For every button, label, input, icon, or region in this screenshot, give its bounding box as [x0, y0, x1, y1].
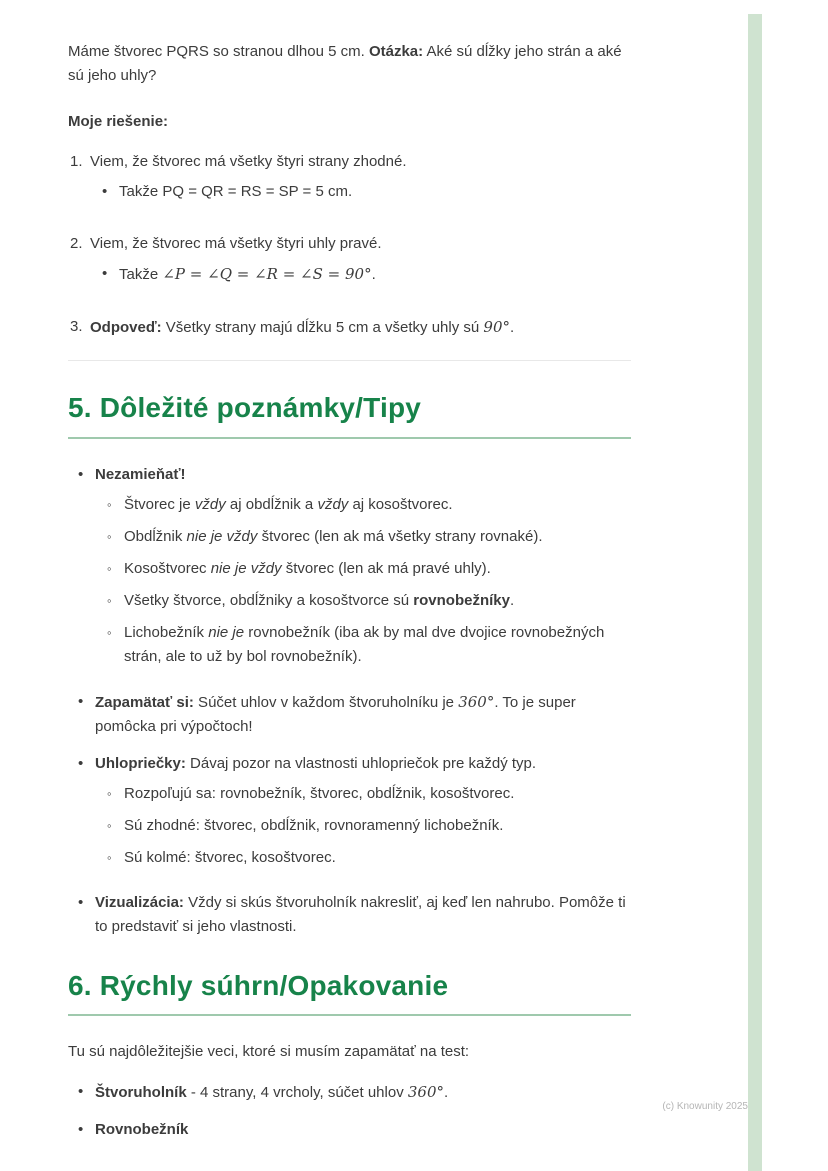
text-segment: Máme štvorec PQRS so stranou dlhou 5 cm.	[68, 43, 369, 60]
text-segment: rovnobežníky	[413, 591, 510, 609]
substep-text	[119, 262, 376, 287]
text-segment: .	[509, 591, 515, 609]
text-segment: Vždy si skús štvoruholník nakresliť, aj keď len nahrubo. Pomôže ti to predstaviť si jeho vlastnosti.	[95, 893, 626, 935]
subnote-text	[124, 782, 514, 806]
subnote-text	[124, 621, 631, 669]
text-segment: Kosoštvorec	[124, 559, 211, 577]
text-segment: vždy	[317, 495, 349, 513]
text-segment: Viem, že štvorec má všetky štyri strany zhodné.	[90, 153, 407, 170]
subnote-text	[124, 589, 514, 613]
bullet-icon: •	[78, 893, 84, 911]
text-segment: - 4 strany, 4 vrcholy, súčet uhlov	[186, 1084, 408, 1102]
substep-text	[119, 180, 352, 204]
section-6-heading: 6. Rýchly súhrn/Opakovanie	[68, 969, 449, 1001]
text-segment: Všetky štvorce, obdĺžniky a kosoštvorce sú	[124, 591, 414, 609]
text-segment: Štvorec je	[124, 495, 195, 513]
text-segment: aj kosoštvorec.	[348, 495, 453, 513]
list-item	[78, 1080, 631, 1105]
list-item	[107, 589, 631, 613]
text-segment: Uhlopriečky:	[95, 754, 186, 772]
circle-bullet-icon: ◦	[107, 849, 112, 865]
bullet-icon: •	[102, 183, 108, 200]
text-segment: Otázka:	[368, 43, 424, 60]
text-segment: Viem, že štvorec má všetky štyri uhly pravé.	[90, 235, 382, 252]
circle-bullet-icon: ◦	[107, 528, 112, 544]
text-segment: rovnobežník (iba ak by mal dve dvojice rovnobežných strán, ale to už by bol rovnobežník).	[124, 623, 605, 665]
list-item	[70, 150, 631, 212]
bullet-icon: •	[78, 754, 84, 772]
list-number: 1.	[70, 153, 83, 170]
note-text	[95, 752, 631, 776]
text-segment: Súčet uhlov v každom štvoruholníku je	[193, 693, 459, 711]
summary-text	[95, 1080, 631, 1105]
sub-list	[102, 180, 631, 204]
text-segment: .	[510, 319, 515, 336]
text-segment: Takže	[119, 266, 163, 283]
list-item	[78, 1118, 631, 1142]
note-body	[95, 1080, 631, 1105]
subnote-text	[124, 814, 503, 838]
page-edge-bar	[748, 14, 762, 1171]
text-segment: Štvoruholník	[95, 1084, 187, 1102]
circle-bullet-icon: ◦	[107, 817, 112, 833]
text-segment: ∠P = ∠Q = ∠R = ∠S = 90°	[162, 265, 372, 283]
list-item	[107, 557, 631, 581]
list-item	[107, 814, 631, 838]
list-item	[107, 846, 631, 870]
circle-bullet-icon: ◦	[107, 560, 112, 576]
list-number: 3.	[70, 318, 83, 335]
note-body	[95, 1118, 631, 1142]
list-item	[107, 621, 631, 669]
text-segment: nie je vždy	[186, 527, 258, 545]
text-segment: .	[444, 1084, 449, 1102]
bullet-icon: •	[78, 1083, 84, 1101]
text-segment: Obdĺžnik	[124, 527, 187, 545]
step-body	[90, 150, 631, 212]
subnote-text	[124, 493, 453, 517]
list-item	[78, 690, 631, 739]
step-body	[90, 232, 631, 295]
problem-statement	[68, 40, 631, 88]
section-divider	[68, 360, 631, 361]
step-text	[90, 232, 631, 256]
text-segment: Sú kolmé: štvorec, kosoštvorec.	[124, 848, 336, 866]
list-item	[102, 262, 631, 287]
text-segment: Nezamieňať!	[95, 465, 186, 483]
note-body	[95, 752, 631, 878]
circle-bullet-icon: ◦	[107, 496, 112, 512]
text-segment: .	[371, 266, 376, 283]
text-segment: Odpoveď:	[90, 319, 162, 336]
note-text	[95, 463, 631, 487]
list-item	[102, 180, 631, 204]
step-text	[90, 315, 631, 340]
bullet-icon: •	[78, 1121, 84, 1139]
text-segment: 360°	[458, 692, 495, 711]
notes-list	[78, 463, 631, 939]
step-text	[90, 150, 631, 174]
summary-text	[95, 1118, 631, 1142]
step-body	[90, 315, 631, 340]
text-segment: 90°	[483, 318, 511, 336]
text-segment: Vizualizácia:	[95, 893, 184, 911]
heading-underline	[68, 1014, 631, 1016]
text-segment: Takže PQ = QR = RS = SP = 5 cm.	[119, 183, 353, 200]
sub-list	[107, 493, 631, 669]
text-segment: štvorec (len ak má pravé uhly).	[281, 559, 491, 577]
text-segment: Zapamätať si:	[95, 693, 194, 711]
subnote-text	[124, 525, 543, 549]
text-segment: vždy	[194, 495, 226, 513]
note-body	[95, 690, 631, 739]
section-5-heading: 5. Dôležité poznámky/Tipy	[68, 392, 422, 423]
note-text	[95, 891, 631, 939]
text-segment: Dávaj pozor na vlastnosti uhlopriečok pre každý typ.	[185, 754, 537, 772]
text-segment: Rovnobežník	[95, 1121, 189, 1139]
text-segment: . To je super pomôcka pri výpočtoch!	[95, 693, 576, 735]
sub-list	[107, 782, 631, 870]
solution-label: Moje riešenie:	[68, 113, 169, 130]
list-number: 2.	[70, 235, 83, 252]
watermark: (c) Knowunity 2025	[662, 1101, 748, 1112]
list-item	[78, 752, 631, 878]
text-segment: nie je vždy	[210, 559, 282, 577]
text-segment: Rozpoľujú sa: rovnobežník, štvorec, obdĺžnik, kosoštvorec.	[124, 784, 515, 802]
text-segment: štvorec (len ak má všetky strany rovnaké).	[257, 527, 543, 545]
circle-bullet-icon: ◦	[107, 624, 112, 640]
subnote-text	[124, 846, 336, 870]
bullet-icon: •	[78, 692, 84, 710]
list-item	[78, 463, 631, 677]
solution-steps-list	[70, 150, 631, 340]
text-segment: Všetky strany majú dĺžku 5 cm a všetky uhly sú	[161, 319, 484, 336]
sub-list	[102, 262, 631, 287]
list-item	[70, 315, 631, 340]
note-body	[95, 891, 631, 939]
document-content	[68, 40, 631, 1155]
list-item	[78, 891, 631, 939]
note-body	[95, 463, 631, 677]
list-item	[107, 782, 631, 806]
text-segment: Aké sú dĺžky jeho strán a aké sú jeho uhly?	[68, 43, 622, 84]
text-segment: Lichobežník	[124, 623, 209, 641]
list-item	[107, 493, 631, 517]
text-segment: nie je	[208, 623, 245, 641]
list-item	[107, 525, 631, 549]
note-text	[95, 690, 631, 739]
heading-underline	[68, 437, 631, 439]
summary-list	[78, 1080, 631, 1142]
text-segment: aj obdĺžnik a	[225, 495, 318, 513]
subnote-text	[124, 557, 491, 581]
summary-intro: Tu sú najdôležitejšie veci, ktoré si musím zapamätať na test:	[68, 1043, 470, 1061]
text-segment: 360°	[407, 1083, 445, 1102]
circle-bullet-icon: ◦	[107, 785, 112, 801]
bullet-icon: •	[102, 265, 108, 282]
text-segment: Sú zhodné: štvorec, obdĺžnik, rovnoramenný lichobežník.	[124, 816, 504, 834]
circle-bullet-icon: ◦	[107, 592, 112, 608]
bullet-icon: •	[78, 465, 84, 483]
list-item	[70, 232, 631, 295]
